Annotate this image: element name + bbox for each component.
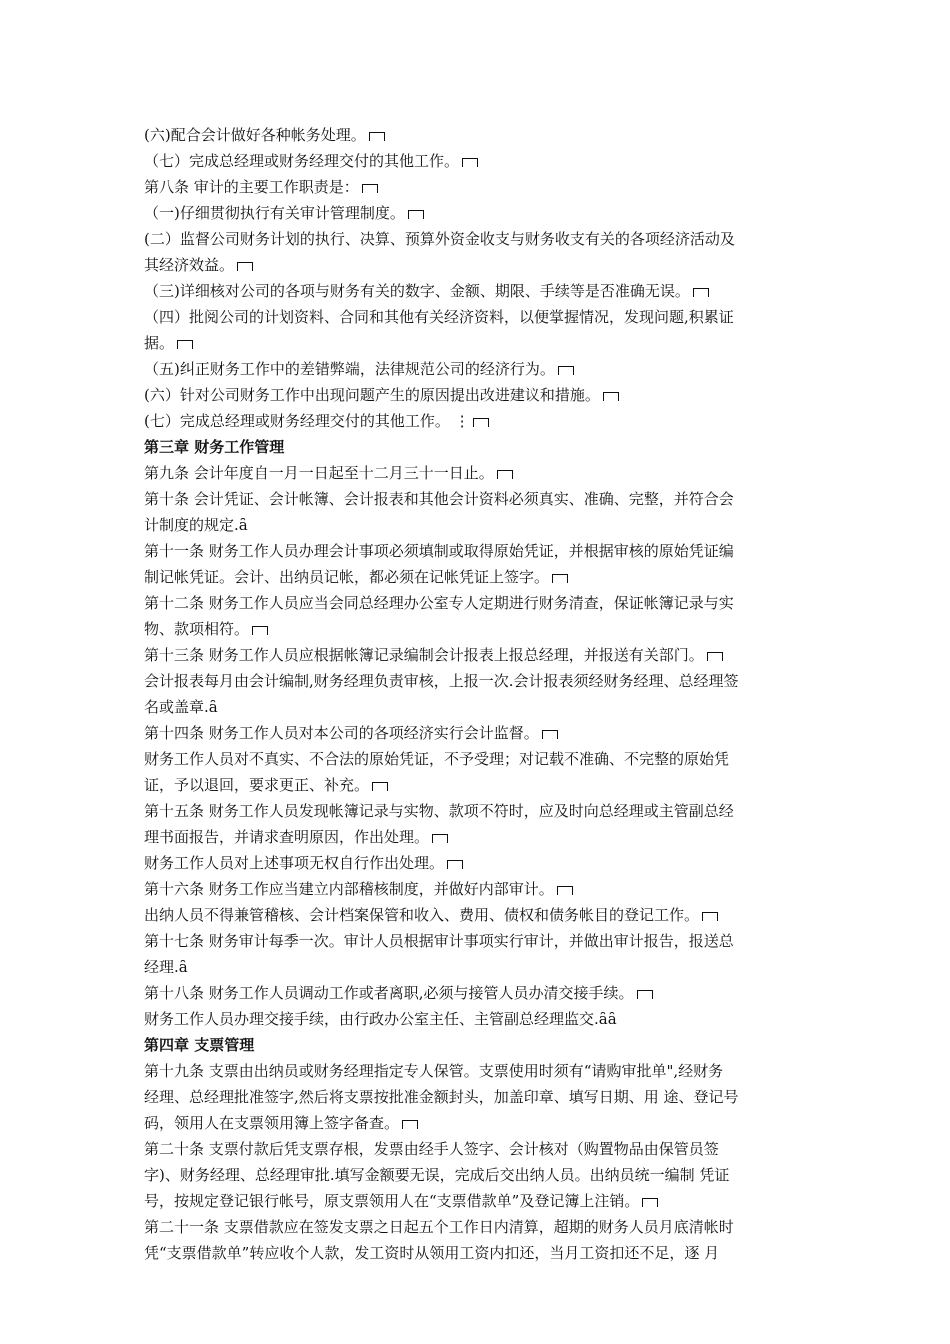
paragraph-mark-icon: [637, 990, 653, 999]
text-line: [144, 876, 814, 902]
line-text: 计制度的规定.ȃ: [144, 516, 248, 534]
text-line: [144, 668, 814, 694]
paragraph-mark-icon: [473, 418, 489, 427]
line-text: 第十条 会计凭证、会计帐簿、会计报表和其他会计资料必须真实、准确、完整，并符合会: [144, 490, 734, 508]
line-text: 第四章 支票管理: [144, 1036, 255, 1054]
line-text: 第十二条 财务工作人员应当会同总经理办公室专人定期进行财务清查，保证帐簿记录与实: [144, 594, 734, 612]
text-line: [144, 226, 814, 252]
text-line: [144, 746, 814, 772]
paragraph-mark-icon: [707, 652, 723, 661]
text-line: [144, 928, 814, 954]
text-line: [144, 1084, 814, 1110]
line-text: 第十七条 财务审计每季一次。审计人员根据审计事项实行审计，并做出审计报告，报送总: [144, 932, 734, 950]
text-line: [144, 1162, 814, 1188]
paragraph-mark-icon: [362, 184, 378, 193]
line-text: 第九条 会计年度自一月一日起至十二月三十一日止。: [144, 464, 494, 482]
text-line: [144, 304, 814, 330]
line-text: (二）监督公司财务计划的执行、决算、预算外资金收支与财务收支有关的各项经济活动及: [144, 230, 735, 248]
text-line: [144, 798, 814, 824]
paragraph-mark-icon: [603, 392, 619, 401]
paragraph-mark-icon: [402, 1120, 418, 1129]
line-text: 经理、总经理批准签字,然后将支票按批准金额封头，加盖印章、填写日期、用 途、登记号: [144, 1088, 739, 1106]
paragraph-mark-icon: [177, 340, 193, 349]
paragraph-mark-icon: [408, 210, 424, 219]
text-line: [144, 616, 814, 642]
line-text: 出纳人员不得兼管稽核、会计档案保管和收入、费用、债权和债务帐目的登记工作。: [144, 906, 700, 924]
text-line: [144, 252, 814, 278]
line-text: 名或盖章.ȃ: [144, 698, 218, 716]
text-line: [144, 902, 814, 928]
line-text: 第三章 财务工作管理: [144, 438, 285, 456]
text-line: [144, 1214, 814, 1240]
paragraph-mark-icon: [552, 574, 568, 583]
text-line: [144, 1188, 814, 1214]
line-text: （三)详细核对公司的各项与财务有关的数字、金额、期限、手续等是否准确无误。: [144, 282, 690, 300]
line-text: 财务工作人员办理交接手续，由行政办公室主任、主管副总经理监交.ȃȃ: [144, 1010, 617, 1028]
paragraph-mark-icon: [237, 262, 253, 271]
text-line: [144, 850, 814, 876]
line-text: （七）完成总经理或财务经理交付的其他工作。: [144, 152, 460, 170]
line-text: 理书面报告，并请求查明原因，作出处理。: [144, 828, 430, 846]
paragraph-mark-icon: [693, 288, 709, 297]
line-text: 财务工作人员对上述事项无权自行作出处理。: [144, 854, 445, 872]
text-line: [144, 460, 814, 486]
line-text: 会计报表每月由会计编制,财务经理负责审核，上报一次.会计报表须经财务经理、总经理签: [144, 672, 739, 690]
line-text: 码，领用人在支票领用簿上签字备查。: [144, 1114, 400, 1132]
text-line: [144, 1240, 814, 1266]
text-line: [144, 564, 814, 590]
text-line: [144, 642, 814, 668]
text-line: [144, 408, 814, 434]
paragraph-mark-icon: [432, 834, 448, 843]
chapter-heading: [144, 434, 814, 460]
line-text: 第二十条 支票付款后凭支票存根，发票由经手人签字、会计核对（购置物品由保管员签: [144, 1140, 719, 1158]
line-text: （一)仔细贯彻执行有关审计管理制度。: [144, 204, 405, 222]
line-text: 第八条 审计的主要工作职责是：: [144, 178, 359, 196]
paragraph-mark-icon: [497, 470, 513, 479]
text-line: [144, 512, 814, 538]
line-text: 制记帐凭证。会计、出纳员记帐，都必须在记帐凭证上签字。: [144, 568, 550, 586]
line-text: 第十一条 财务工作人员办理会计事项必须填制或取得原始凭证，并根据审核的原始凭证编: [144, 542, 734, 560]
text-line: [144, 148, 814, 174]
text-line: [144, 382, 814, 408]
text-line: [144, 954, 814, 980]
text-line: [144, 356, 814, 382]
line-text: 物、款项相符。: [144, 620, 250, 638]
text-line: [144, 1110, 814, 1136]
line-text: (七）完成总经理或财务经理交付的其他工作。 ⋮: [144, 412, 470, 430]
text-line: [144, 122, 814, 148]
text-line: [144, 980, 814, 1006]
text-line: [144, 538, 814, 564]
text-line: [144, 720, 814, 746]
text-line: [144, 1006, 814, 1032]
line-text: 凭“支票借款单”转应收个人款，发工资时从领用工资内扣还，当月工资扣还不足，逐 月: [144, 1244, 720, 1262]
paragraph-mark-icon: [462, 158, 478, 167]
line-text: （五)纠正财务工作中的差错弊端，法律规范公司的经济行为。: [144, 360, 555, 378]
text-line: [144, 200, 814, 226]
text-line: [144, 330, 814, 356]
paragraph-mark-icon: [557, 886, 573, 895]
text-line: [144, 1136, 814, 1162]
text-line: [144, 694, 814, 720]
paragraph-mark-icon: [252, 626, 268, 635]
text-line: [144, 1058, 814, 1084]
line-text: 第十五条 财务工作人员发现帐簿记录与实物、款项不符时，应及时向总经理或主管副总经: [144, 802, 734, 820]
line-text: 第十九条 支票由出纳员或财务经理指定专人保管。支票使用时须有“请购审批单",经财务: [144, 1062, 724, 1080]
document-body: [144, 122, 814, 1266]
line-text: 第十八条 财务工作人员调动工作或者离职,必须与接管人员办清交接手续。: [144, 984, 634, 1002]
line-text: （四）批阅公司的计划资料、合同和其他有关经济资料，以便掌握情况，发现问题,积累证: [144, 308, 734, 326]
paragraph-mark-icon: [369, 132, 385, 141]
text-line: [144, 174, 814, 200]
paragraph-mark-icon: [542, 730, 558, 739]
text-line: [144, 590, 814, 616]
chapter-heading: [144, 1032, 814, 1058]
text-line: [144, 772, 814, 798]
line-text: 字)、财务经理、总经理审批.填写金额要无误，完成后交出纳人员。出纳员统一编制 凭证: [144, 1166, 730, 1184]
line-text: 号，按规定登记银行帐号，原支票领用人在“支票借款单”及登记簿上注销。: [144, 1192, 640, 1210]
text-line: [144, 278, 814, 304]
paragraph-mark-icon: [702, 912, 718, 921]
line-text: (六）针对公司财务工作中出现问题产生的原因提出改进建议和措施。: [144, 386, 600, 404]
line-text: 第十三条 财务工作人员应根据帐簿记录编制会计报表上报总经理，并报送有关部门。: [144, 646, 704, 664]
text-line: [144, 486, 814, 512]
line-text: 财务工作人员对不真实、不合法的原始凭证，不予受理；对记载不准确、不完整的原始凭: [144, 750, 730, 768]
line-text: 第十六条 财务工作应当建立内部稽核制度，并做好内部审计。: [144, 880, 554, 898]
text-line: [144, 824, 814, 850]
paragraph-mark-icon: [558, 366, 574, 375]
line-text: (六)配合会计做好各种帐务处理。: [144, 126, 366, 144]
paragraph-mark-icon: [642, 1198, 658, 1207]
line-text: 经理.ȃ: [144, 958, 188, 976]
paragraph-mark-icon: [447, 860, 463, 869]
line-text: 其经济效益。: [144, 256, 235, 274]
line-text: 据。: [144, 334, 175, 352]
line-text: 第十四条 财务工作人员对本公司的各项经济实行会计监督。: [144, 724, 539, 742]
paragraph-mark-icon: [372, 782, 388, 791]
line-text: 第二十一条 支票借款应在签发支票之日起五个工作日内清算，超期的财务人员月底清帐时: [144, 1218, 734, 1236]
line-text: 证，予以退回，要求更正、补充。: [144, 776, 370, 794]
